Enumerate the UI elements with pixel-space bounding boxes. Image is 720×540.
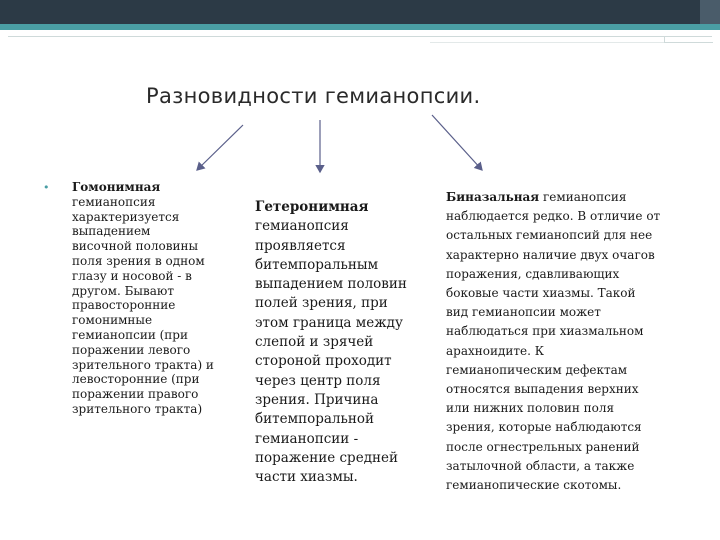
- text-line: наблюдаться при хиазмальном: [446, 324, 644, 339]
- heteronymous-heading: Гетеронимная: [255, 199, 369, 215]
- text-line: затылочной области, а также: [446, 458, 635, 473]
- text-line: после огнестрельных ранений: [446, 439, 640, 454]
- text-line: характеризуется: [72, 209, 180, 224]
- text-line: слепой и зрячей: [255, 334, 374, 351]
- text-line: стороной проходит: [255, 353, 392, 370]
- text-line: проявляется: [255, 237, 346, 254]
- binasal-first-line-rest: гемианопсия: [539, 190, 627, 204]
- text-line: гемианопические скотомы.: [446, 478, 622, 493]
- homonymous-text: [72, 195, 234, 417]
- text-line: правосторонние: [72, 298, 176, 313]
- text-line: зрительного тракта) и: [72, 357, 214, 372]
- text-line: вид гемианопсии может: [446, 305, 601, 320]
- text-line: этом граница между: [255, 314, 403, 331]
- text-line: арахноидите. К: [446, 343, 545, 358]
- text-line: височной половины: [72, 239, 199, 254]
- text-line: другом. Бывают: [72, 283, 174, 298]
- text-line: гемианопсия: [72, 194, 156, 209]
- text-line: гемианопсии (при: [72, 327, 188, 342]
- text-line: глазу и носовой - в: [72, 268, 192, 283]
- text-line: гемианопическим дефектам: [446, 362, 628, 377]
- bullet-icon: •: [43, 181, 50, 194]
- text-line: зрительного тракта): [72, 401, 203, 416]
- homonymous-heading: Гомонимная: [72, 180, 161, 194]
- binasal-heading: Биназальная: [446, 190, 540, 204]
- text-line: остальных гемианопсий для нее: [446, 228, 653, 243]
- text-line: относятся выпадения верхних: [446, 382, 639, 397]
- text-line: битемпоральной: [255, 411, 374, 428]
- text-line: боковые части хиазмы. Такой: [446, 286, 636, 301]
- text-line: выпадением половин: [255, 276, 407, 293]
- text-line: гомонимные: [72, 313, 153, 328]
- text-line: гемианопсии -: [255, 430, 359, 447]
- text-line: через центр поля: [255, 372, 381, 389]
- slide-title: Разновидности гемианопсии.: [146, 84, 481, 108]
- arrow-to-binasal: [432, 115, 482, 170]
- arrow-to-homonymous: [197, 125, 243, 170]
- binasal-column: [446, 188, 686, 495]
- text-line: наблюдается редко. В отличие от: [446, 209, 661, 224]
- text-line: поражения, сдавливающих: [446, 266, 620, 281]
- text-line: битемпоральным: [255, 256, 379, 273]
- text-line: полей зрения, при: [255, 295, 388, 312]
- text-line: зрения. Причина: [255, 391, 379, 408]
- text-line: части хиазмы.: [255, 469, 358, 486]
- binasal-first-line: [446, 188, 686, 207]
- homonymous-column: [72, 180, 234, 417]
- text-line: поражении правого: [72, 387, 199, 402]
- text-line: характерно наличие двух очагов: [446, 247, 655, 262]
- text-line: гемианопсия: [255, 218, 349, 235]
- binasal-text: [446, 207, 686, 495]
- text-line: выпадением: [72, 224, 151, 239]
- text-line: левосторонние (при: [72, 372, 200, 387]
- text-line: зрения, которые наблюдаются: [446, 420, 642, 435]
- heteronymous-column: [255, 198, 420, 487]
- heteronymous-text: [255, 217, 420, 487]
- text-line: поражении левого: [72, 342, 191, 357]
- text-line: поражение средней: [255, 449, 398, 466]
- text-line: или нижних половин поля: [446, 401, 615, 416]
- text-line: поля зрения в одном: [72, 253, 205, 268]
